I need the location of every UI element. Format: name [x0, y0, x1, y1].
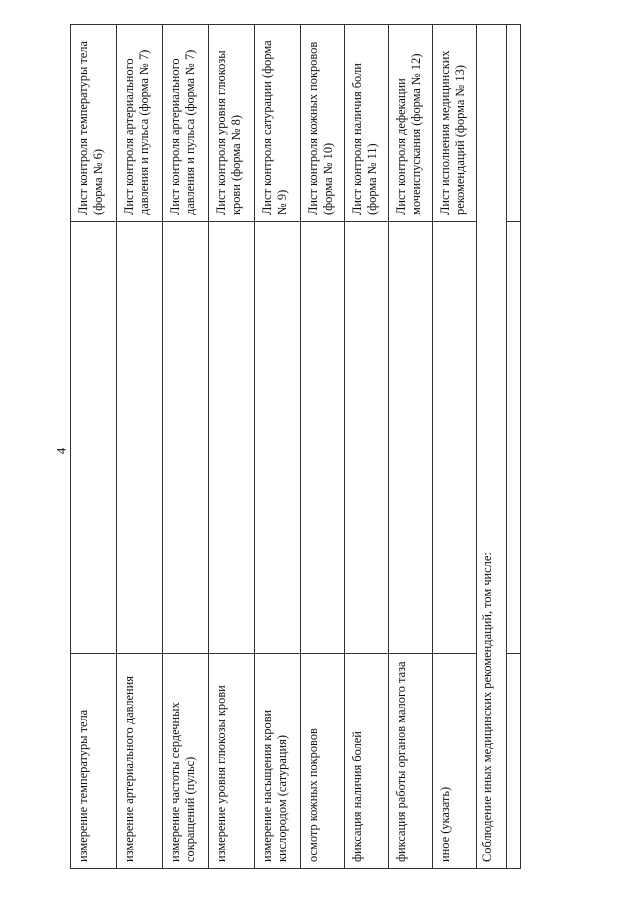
empty-cell	[163, 222, 209, 654]
table-row	[71, 25, 117, 869]
table-row	[433, 25, 477, 869]
item-cell: измерение уровня глюкозы крови	[209, 654, 255, 869]
empty-cell	[507, 222, 521, 654]
empty-cell	[345, 222, 389, 654]
empty-cell	[71, 222, 117, 654]
item-cell: иное (указать)	[433, 654, 477, 869]
empty-cell	[301, 222, 345, 654]
empty-cell	[507, 25, 521, 222]
table-row	[209, 25, 255, 869]
form-cell: Лист контроля кожных покровов (форма № 10)	[301, 25, 345, 222]
page-number: 4	[53, 447, 69, 455]
table-row	[389, 25, 433, 869]
form-cell: Лист контроля сатурации (форма № 9)	[255, 25, 301, 222]
item-cell: фиксация наличия болей	[345, 654, 389, 869]
monitoring-table	[70, 24, 521, 869]
item-cell: измерение насыщения крови кислородом (сатурация)	[255, 654, 301, 869]
form-cell: Лист контроля дефекации мочеиспускания (форма № 12)	[389, 25, 433, 222]
table-row	[117, 25, 163, 869]
empty-cell	[209, 222, 255, 654]
empty-cell	[117, 222, 163, 654]
form-cell: Лист контроля артериального давления и пульса (форма № 7)	[163, 25, 209, 222]
empty-cell	[255, 222, 301, 654]
table-row	[163, 25, 209, 869]
footer-row-cell: Соблюдение иных медицинских рекомендаций, том числе:	[477, 25, 507, 869]
item-cell: осмотр кожных покровов	[301, 654, 345, 869]
empty-cell	[389, 222, 433, 654]
rotated-page	[70, 25, 514, 869]
table-row	[507, 25, 521, 869]
form-cell: Лист исполнения медицинских рекомендаций (форма № 13)	[433, 25, 477, 222]
form-cell: Лист контроля артериального давления и пульса (форма № 7)	[117, 25, 163, 222]
item-cell: измерение частоты сердечных сокращений (пульс)	[163, 654, 209, 869]
form-cell: Лист контроля уровня глюкозы крови (форма № 8)	[209, 25, 255, 222]
item-cell: измерение артериального давления	[117, 654, 163, 869]
table-row	[345, 25, 389, 869]
form-cell: Лист контроля температуры тела (форма № 6)	[71, 25, 117, 222]
empty-cell	[433, 222, 477, 654]
table-row	[255, 25, 301, 869]
table-row	[477, 25, 507, 869]
empty-cell	[507, 654, 521, 869]
item-cell: измерение температуры тела	[71, 654, 117, 869]
table-row	[301, 25, 345, 869]
form-cell: Лист контроля наличия боли (форма № 11)	[345, 25, 389, 222]
item-cell: фиксация работы органов малого таза	[389, 654, 433, 869]
